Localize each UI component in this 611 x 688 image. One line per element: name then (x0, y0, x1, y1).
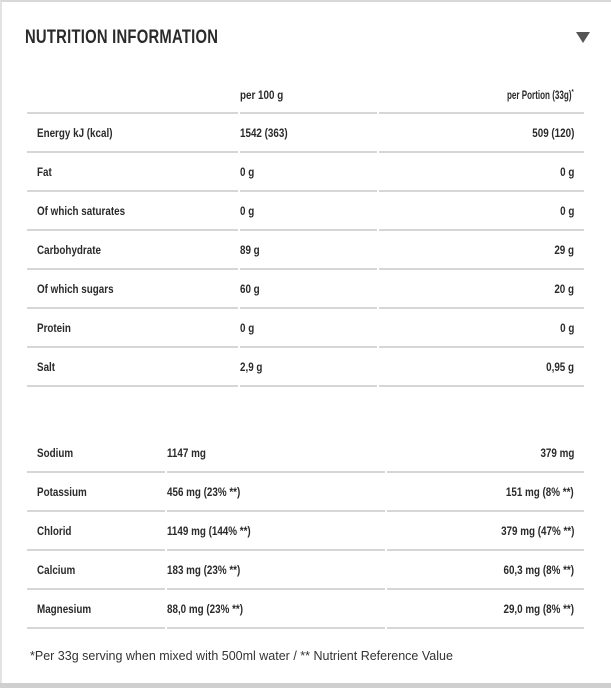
value-per-100g (240, 231, 378, 270)
value-per-100g-text: 88,0 mg (23% **) (167, 601, 244, 616)
value-per-portion-text: 0 g (559, 203, 574, 218)
nutrient-name-text: Fat (37, 164, 52, 179)
value-per-portion-text: 60,3 mg (8% **) (503, 562, 574, 577)
table-row (27, 309, 584, 348)
value-per-100g (167, 473, 385, 512)
table-row (27, 473, 584, 512)
value-per-100g-text: 60 g (239, 281, 260, 296)
value-per-portion-text: 0,95 g (546, 359, 574, 374)
value-per-100g (167, 590, 385, 629)
nutrient-name-text: Protein (37, 320, 71, 335)
value-per-portion-text: 29,0 mg (8% **) (503, 601, 574, 616)
value-per-portion-text: 29 g (554, 242, 574, 257)
nutrient-name (27, 590, 165, 629)
nutrient-name-text: Calcium (37, 562, 76, 577)
value-per-portion (379, 153, 584, 192)
nutrient-name-text: Of which saturates (37, 203, 126, 218)
table-row (27, 551, 584, 590)
nutrient-name-text: Of which sugars (37, 281, 114, 296)
nutrient-name-text: Sodium (37, 445, 74, 460)
value-per-portion (379, 270, 584, 309)
header-per-100g: per 100 g (240, 77, 378, 114)
value-per-100g (167, 551, 385, 590)
bottom-divider (0, 683, 611, 688)
nutrient-name (27, 192, 238, 231)
value-per-portion (379, 309, 584, 348)
value-per-portion-text: 0 g (559, 164, 574, 179)
value-per-100g-text: 1542 (363) (239, 125, 288, 140)
value-per-100g (240, 309, 378, 348)
nutrient-name-text: Potassium (37, 484, 87, 499)
table-row (27, 512, 584, 551)
mineral-table (25, 434, 586, 629)
value-per-portion-text: 379 mg (47% **) (500, 523, 574, 538)
value-per-100g (240, 270, 378, 309)
table-row (27, 192, 584, 231)
table-header-row (27, 77, 584, 114)
nutrient-name (27, 309, 238, 348)
value-per-100g-text: 0 g (239, 320, 254, 335)
value-per-portion-text: 379 mg (540, 445, 574, 460)
value-per-100g-text: 2,9 g (239, 359, 263, 374)
nutrient-name (27, 512, 165, 551)
value-per-portion-text: 151 mg (8% **) (506, 484, 574, 499)
nutrient-name-text: Magnesium (37, 601, 92, 616)
nutrient-name (27, 473, 165, 512)
nutrition-table (25, 77, 586, 387)
table-row (27, 590, 584, 629)
value-per-100g-text: 0 g (239, 164, 254, 179)
value-per-portion (387, 512, 584, 551)
value-per-100g (240, 153, 378, 192)
nutrient-name-text: Salt (37, 359, 56, 374)
table-row (27, 434, 584, 473)
nutrient-name (27, 153, 238, 192)
value-per-portion (387, 473, 584, 512)
value-per-portion-text: 20 g (554, 281, 574, 296)
value-per-portion (379, 231, 584, 270)
value-per-portion (379, 192, 584, 231)
nutrient-name (27, 348, 238, 387)
nutrient-name (27, 270, 238, 309)
value-per-100g-text: 456 mg (23% **) (167, 484, 241, 499)
value-per-100g-text: 1149 mg (144% **) (167, 523, 251, 538)
table-row (27, 348, 584, 387)
value-per-100g (240, 348, 378, 387)
footnote: *Per 33g serving when mixed with 500ml water / ** Nutrient Reference Value (30, 649, 453, 663)
value-per-100g-text: 89 g (239, 242, 260, 257)
header-empty (27, 77, 238, 114)
table-row (27, 114, 584, 153)
nutrient-name-text: Chlorid (37, 523, 72, 538)
header-per-portion: per Portion (33g)* (379, 77, 584, 114)
nutrient-name-text: Energy kJ (kcal) (37, 125, 113, 140)
section-title: NUTRITION INFORMATION (25, 27, 219, 48)
nutrient-name (27, 114, 238, 153)
value-per-portion-text: 0 g (559, 320, 574, 335)
value-per-100g-text: 183 mg (23% **) (167, 562, 241, 577)
nutrient-name (27, 231, 238, 270)
value-per-portion (387, 590, 584, 629)
nutrient-name (27, 551, 165, 590)
value-per-100g (240, 114, 378, 153)
value-per-portion (387, 551, 584, 590)
nutrient-name-text: Carbohydrate (37, 242, 101, 257)
value-per-100g-text: 1147 mg (167, 445, 206, 460)
value-per-portion (379, 114, 584, 153)
value-per-portion (387, 434, 584, 473)
caret-down-icon[interactable] (576, 32, 590, 43)
nutrient-name (27, 434, 165, 473)
value-per-100g (240, 192, 378, 231)
value-per-portion-text: 509 (120) (531, 125, 574, 140)
value-per-portion (379, 348, 584, 387)
table-row (27, 270, 584, 309)
table-row (27, 153, 584, 192)
value-per-100g-text: 0 g (239, 203, 254, 218)
value-per-100g (167, 434, 385, 473)
table-row (27, 231, 584, 270)
value-per-100g (167, 512, 385, 551)
